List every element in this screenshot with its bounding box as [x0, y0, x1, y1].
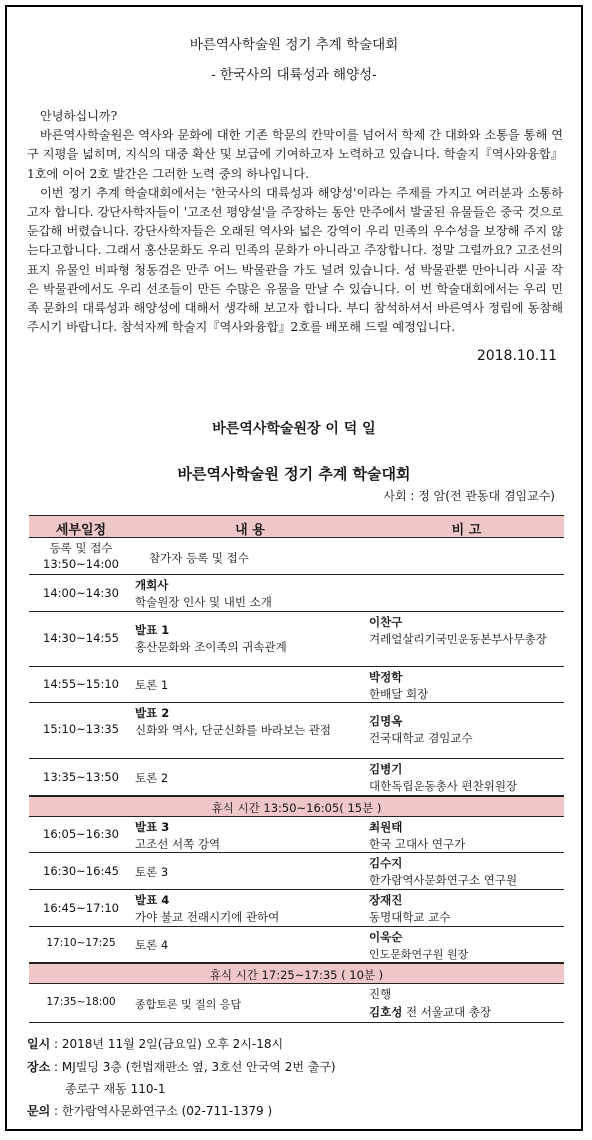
row-time: 14:00~14:30	[43, 586, 119, 600]
row-affiliation: 건국대학교 겸임교수	[369, 731, 473, 745]
row-time: 17:10~17:25	[46, 937, 116, 949]
row-time: 15:10~13:35	[43, 722, 119, 736]
row-speaker: 장재진	[369, 893, 403, 907]
row-affiliation: 전 서울교대 총장	[405, 1005, 492, 1019]
signature: 바른역사학술원장 이 덕 일	[212, 421, 376, 437]
row-time: 13:35~13:50	[43, 770, 119, 784]
invitation-page	[5, 5, 583, 1131]
row-content: 가야 불교 전래시기에 관하여	[135, 910, 280, 924]
table-row	[29, 984, 564, 1023]
row-content-title: 발표 4	[135, 893, 170, 907]
letter-date: 2018.10.11	[476, 348, 557, 364]
place-value: : MJ빌딩 3층 (헌법재판소 옆, 3호선 안국역 2번 출구)	[54, 1060, 336, 1074]
row-content: 토론 1	[135, 678, 169, 692]
row-speaker: 김명옥	[369, 714, 403, 728]
row-content-title: 개회사	[135, 578, 169, 592]
row-content: 토론 4	[135, 938, 169, 952]
letter-paragraph-1: 바른역사학술원은 역사와 문화에 대한 기존 학문의 칸막이를 넘어서 학제 간 대화와 소통을 통해 연구 지평을 넓히며, 지식의 대중 확산 및 보급에 기여하고자 노력하고 있습니다. 학술지『역사와융합』1호에 이어 2호 발간은 그러한 노력 중의 하나입니다.	[27, 128, 563, 181]
row-time: 16:45~17:10	[43, 901, 119, 915]
letter-paragraph-2: 이번 정기 추계 학술대회에서는 '한국사의 대륙성과 해양성'이라는 주제를 가지고 여러분과 소통하고자 합니다. 강단사학자들이 '고조선 평양설'을 주장하는 동안 만주에서 발굴된 유물들은 중국 것으로 둔갑해 버렸습니다. 강단사학자들은 오래된 역사와 넓은 강역이 우리 민족의 우수성을 보장해 주지 않는다고합니다. 그래서 홍산문화도 우리 민족의 문화가 아니라고 주장합니다. 정말 그럴까요? 고조선의 표지 유물인 비파형 청동검은 만주 어느 박물관을 가도 널려 있습니다. 성 박물관뿐 만아니라 시골 작은 박물관에서도 우리 선조들이 만든 수많은 유물을 만날 수 있습니다. 이 번 학술대회에서는 우리 민족 문화의 대륙성과 해양성에 대해서 생각해 보고자 합니다. 부디 참석하셔서 바른역사 정립에 동참해 주시기 바랍니다. 참석자께 학술지『역사와융합』2호를 배포해 드릴 예정입니다.	[27, 185, 563, 335]
row-speaker: 최원태	[369, 820, 403, 834]
document-subtitle: - 한국사의 대륙성과 해양성-	[211, 67, 377, 83]
row-affiliation: 한국 고대사 연구가	[369, 837, 466, 851]
row-moderator	[369, 1004, 564, 1021]
row-time: 16:05~16:30	[43, 827, 119, 841]
place-label: 장소	[27, 1060, 51, 1074]
row-content-title: 발표 3	[135, 820, 170, 834]
table-row	[29, 667, 564, 703]
row-speaker: 김수지	[369, 856, 403, 870]
contact-label: 문의	[27, 1104, 51, 1118]
schedule-header	[29, 515, 564, 538]
row-time: 16:30~16:45	[43, 864, 119, 878]
date-label: 일시	[27, 1037, 51, 1051]
row-content: 토론 2	[135, 771, 169, 785]
row-content: 참가자 등록 및 접수	[149, 551, 249, 565]
row-content: 학술원장 인사 및 내빈 소개	[135, 595, 272, 609]
table-row	[29, 817, 564, 853]
row-role: 진행	[369, 987, 392, 1001]
row-affiliation: 겨레얼살리기국민운동본부사무총장	[369, 632, 547, 646]
letter-body	[27, 107, 563, 337]
event-date	[27, 1035, 283, 1052]
table-row	[29, 759, 564, 796]
row-content: 신화와 역사, 단군신화를 바라보는 관점	[135, 723, 332, 737]
break-row	[29, 963, 564, 984]
row-speaker: 김호성	[369, 1005, 403, 1019]
table-row	[29, 538, 564, 575]
header-time: 세부일정	[55, 523, 107, 538]
event-place	[27, 1058, 336, 1075]
greeting: 안녕하십니까?	[40, 109, 118, 123]
row-content: 홍산문화와 조이족의 귀속관계	[135, 640, 287, 654]
row-content-title: 발표 1	[135, 623, 170, 637]
table-row	[29, 853, 564, 890]
document-title: 바른역사학술원 정기 추계 학술대회	[189, 37, 399, 53]
table-row	[29, 927, 564, 963]
break-text: 휴식 시간 17:25~17:35 ( 10분 )	[209, 968, 384, 982]
row-affiliation: 동명대학교 교수	[369, 910, 451, 924]
row-time: 등록 및 접수 13:50~14:00	[43, 541, 119, 571]
row-time: 17:35~18:00	[46, 996, 116, 1008]
table-row	[29, 703, 564, 759]
program-host: 사회 : 정 암(전 관동대 겸임교수)	[383, 489, 555, 503]
program-title: 바른역사학술원 정기 추계 학술대회	[177, 465, 411, 483]
row-affiliation: 한가람역사문화연구소 연구원	[369, 873, 518, 887]
table-row	[29, 890, 564, 927]
header-note: 비 고	[451, 523, 482, 538]
row-time: 14:55~15:10	[43, 677, 119, 691]
row-speaker: 김병기	[369, 762, 403, 776]
place-address: 종로구 재동 110-1	[65, 1082, 166, 1096]
date-value: : 2018년 11월 2일(금요일) 오후 2시-18시	[54, 1037, 284, 1051]
row-content: 종합토론 및 질의 응답	[135, 998, 242, 1011]
row-affiliation: 인도문화연구원 원장	[369, 948, 469, 961]
table-row	[29, 575, 564, 612]
table-row	[29, 612, 564, 667]
row-speaker: 이찬구	[369, 615, 403, 629]
schedule-table	[29, 515, 564, 1023]
contact-value: : 한가람역사문화연구소 (02-711-1379 )	[54, 1104, 273, 1118]
row-affiliation: 대한독립운동총사 편찬위원장	[369, 779, 518, 793]
row-content-title: 발표 2	[135, 706, 170, 720]
header-content: 내 용	[235, 523, 265, 538]
break-text: 휴식 시간 13:50~16:05( 15분 )	[211, 801, 382, 815]
event-contact	[27, 1102, 272, 1119]
row-content: 토론 3	[135, 865, 169, 879]
row-speaker: 박정학	[369, 670, 403, 684]
row-time: 14:30~14:55	[43, 631, 119, 645]
row-content: 고조선 서쪽 강역	[135, 837, 221, 851]
break-row	[29, 796, 564, 817]
row-speaker: 이욱순	[369, 930, 403, 944]
row-affiliation: 한배달 회장	[369, 687, 429, 701]
